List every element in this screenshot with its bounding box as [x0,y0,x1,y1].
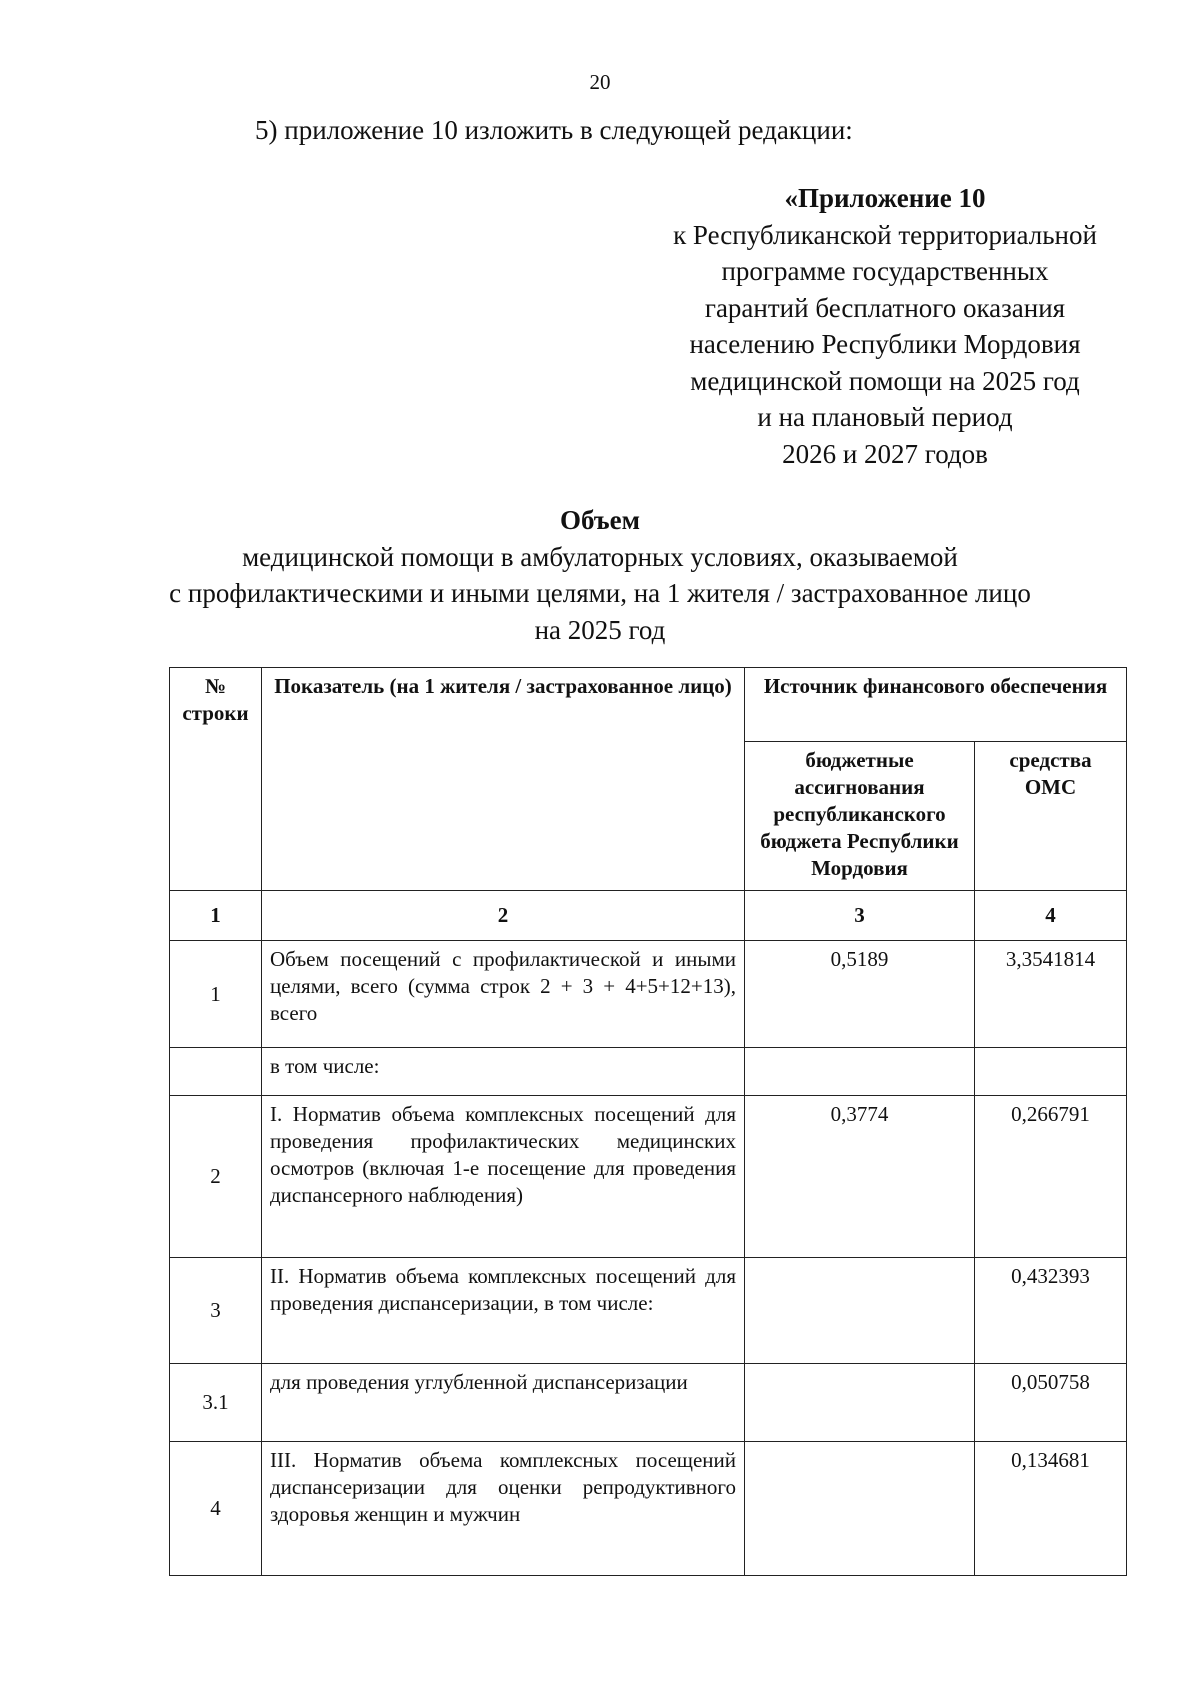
table-row [170,1364,1127,1442]
row-number: 3 [170,1258,262,1364]
row-budget-value: 0,3774 [745,1096,975,1258]
row-number: 1 [170,941,262,1048]
row-number: 3.1 [170,1364,262,1442]
header-funding-source: Источник финансового обеспечения [745,668,1127,742]
table-row [170,1258,1127,1364]
appendix-line: и на плановый период [757,402,1013,432]
appendix-line: медицинской помощи на 2025 год [690,365,1080,396]
document-title [0,502,1200,648]
appendix-line: 2026 и 2027 годов [782,438,988,469]
table-header-row [170,668,1127,742]
row-number: 2 [170,1096,262,1258]
table-row [170,1096,1127,1258]
row-number: 4 [170,1442,262,1576]
table-row [170,1048,1127,1096]
header-row-number: № строки [170,668,262,891]
row-oms-value: 0,266791 [975,1096,1127,1258]
row-budget-value [745,1258,975,1364]
row-indicator: Объем посещений с профилактической и иными целями, всего (сумма строк 2 + 3 + 4+5+12+13), всего [262,941,745,1048]
row-oms-value: 3,3541814 [975,941,1127,1048]
row-budget-value [745,1364,975,1442]
appendix-line: гарантий бесплатного оказания [704,292,1066,323]
row-number [170,1048,262,1096]
appendix-line: населению Республики Мордовия [689,329,1081,359]
appendix-line: к Республиканской территориальной [673,219,1097,250]
volume-table [169,667,1127,1576]
header-budget: бюджетные ассигнования республиканского бюджета Республики Мордовия [745,742,975,891]
title-line: на 2025 год [534,614,666,645]
title-line: медицинской помощи в амбулаторных условиях, оказываемой [242,541,958,572]
row-oms-value: 0,050758 [975,1364,1127,1442]
title-line: с профилактическими и иными целями, на 1 жителя / застрахованное лицо [169,578,1031,608]
appendix-header [650,180,1120,472]
column-number: 4 [975,891,1127,941]
row-oms-value [975,1048,1127,1096]
row-indicator: в том числе: [262,1048,745,1096]
appendix-line: программе государственных [721,256,1049,286]
page-number: 20 [589,70,611,94]
row-budget-value [745,1048,975,1096]
row-indicator: III. Норматив объема комплексных посещений диспансеризации для оценки репродуктивного здоровья женщин и мужчин [262,1442,745,1576]
row-budget-value [745,1442,975,1576]
header-indicator: Показатель (на 1 жителя / застрахованное лицо) [262,668,745,891]
table-row [170,941,1127,1048]
row-indicator: II. Норматив объема комплексных посещений для проведения диспансеризации, в том числе: [262,1258,745,1364]
appendix-title: «Приложение 10 [784,183,986,213]
row-oms-value: 0,134681 [975,1442,1127,1576]
header-oms: средства ОМС [975,742,1127,891]
column-number: 1 [170,891,262,941]
intro-text: 5) приложение 10 изложить в следующей редакции: [255,115,853,145]
row-budget-value: 0,5189 [745,941,975,1048]
table-row [170,1442,1127,1576]
row-oms-value: 0,432393 [975,1258,1127,1364]
row-indicator: I. Норматив объема комплексных посещений для проведения профилактических медицинских осмотров (включая 1-е посещение для проведения диспансерного наблюдения) [262,1096,745,1258]
title-main: Объем [560,505,640,535]
column-number-row [170,891,1127,941]
column-number: 3 [745,891,975,941]
column-number: 2 [262,891,745,941]
row-indicator: для проведения углубленной диспансеризации [262,1364,745,1442]
